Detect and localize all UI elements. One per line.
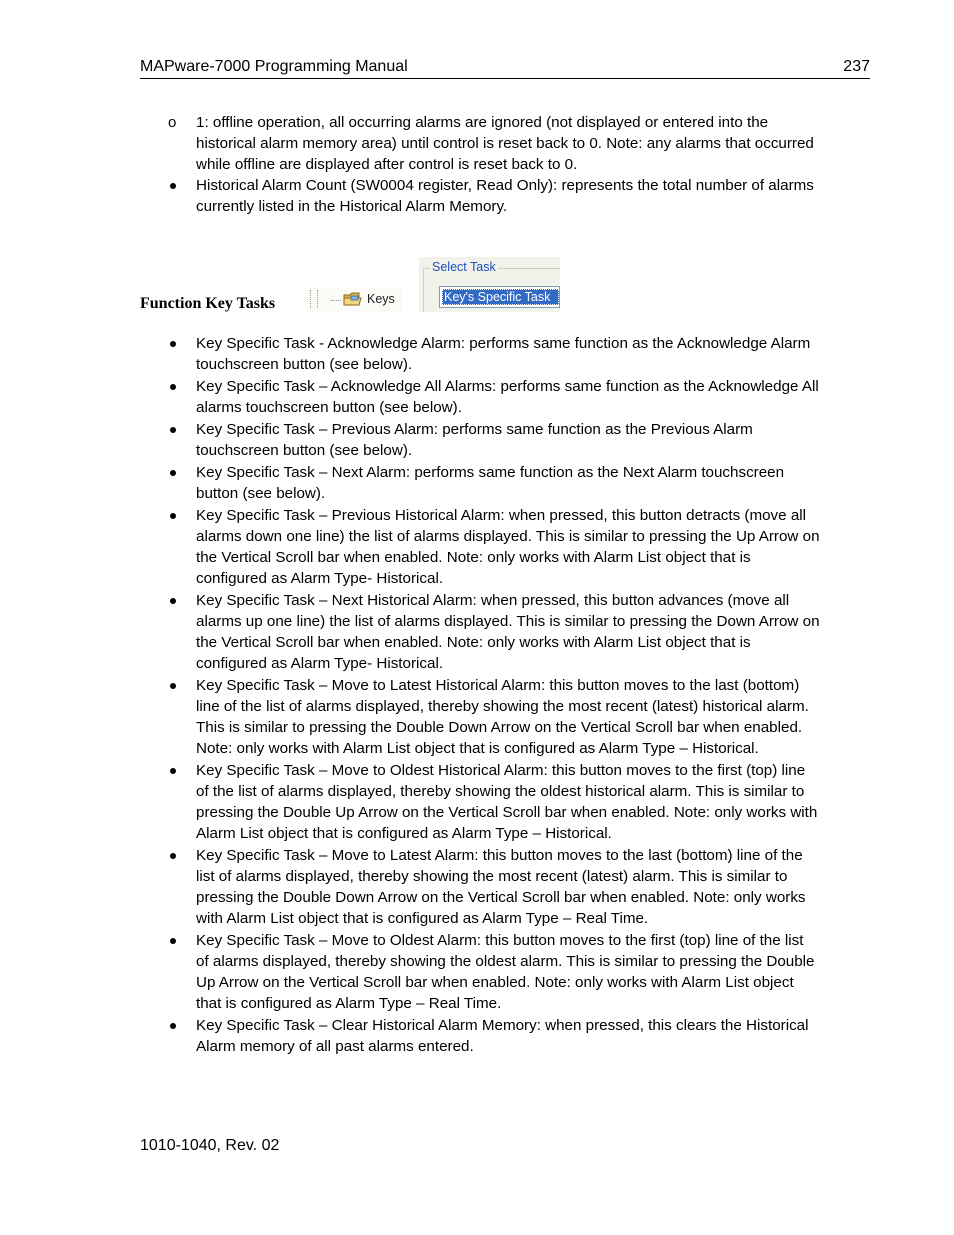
task-select-dropdown[interactable] — [439, 286, 560, 308]
bullet-dot-icon — [170, 1023, 176, 1029]
bullet-dot-icon — [170, 683, 176, 689]
list-item — [140, 419, 820, 461]
manual-title: MAPware-7000 Programming Manual — [140, 58, 408, 75]
function-key-task-list — [140, 333, 820, 1058]
sub-list-item — [140, 112, 818, 175]
tree-guide-line — [310, 290, 311, 308]
bullet-text: Key Specific Task – Previous Alarm: performs same function as the Previous Alarm touchscreen button (see below). — [196, 421, 753, 459]
bullet-dot-icon — [170, 427, 176, 433]
page-header — [140, 56, 870, 79]
select-task-group — [419, 257, 560, 312]
sub-item-text: 1: offline operation, all occurring alarms are ignored (not displayed or entered into the historical alarm memory area) until control is reset back to 0. Note: any alarms that occurred while offline are displayed after control is reset back to 0. — [196, 114, 814, 173]
list-item — [140, 505, 820, 589]
list-item — [140, 376, 820, 418]
bullet-text: Historical Alarm Count (SW0004 register, Read Only): represents the total number of alarms currently listed in the Historical Alarm Memory. — [196, 177, 814, 215]
bullet-text: Key Specific Task – Next Historical Alarm: when pressed, this button advances (move all alarms up one line) the list of alarms displayed. This is similar to pressing the Down Arrow on the Vertical Scroll bar when enabled. Note: only works with Alarm List object that is configured as Alarm Type- Historical. — [196, 592, 820, 672]
list-item — [140, 930, 820, 1014]
offline-sub-list — [168, 112, 818, 175]
bullet-dot-icon — [170, 938, 176, 944]
page-number: 237 — [843, 58, 870, 75]
bullet-text: Key Specific Task - Acknowledge Alarm: performs same function as the Acknowledge Alarm touchscreen button (see below). — [196, 335, 811, 373]
tree-guide-line — [317, 290, 318, 308]
tree-branch-line — [331, 300, 341, 301]
keys-tree-node[interactable] — [307, 287, 402, 313]
bullet-dot-icon — [170, 341, 176, 347]
bullet-dot-icon — [170, 598, 176, 604]
list-item — [140, 175, 820, 217]
circle-bullet-marker: o — [168, 114, 177, 131]
bullet-text: Key Specific Task – Move to Oldest Alarm: this button moves to the first (top) line of the list of alarms displayed, thereby showing the oldest alarm. This is similar to pressing the Double Up Arrow on the Vertical Scroll bar when enabled. Note: only works with Alarm List object that is configured as Alarm Type – Real Time. — [196, 932, 815, 1012]
list-item — [140, 675, 820, 759]
bullet-text: Key Specific Task – Acknowledge All Alarms: performs same function as the Acknowledge All alarms touchscreen button (see below). — [196, 378, 819, 416]
section-heading: Function Key Tasks — [140, 295, 276, 312]
bullet-text: Key Specific Task – Move to Latest Historical Alarm: this button moves to the last (bottom) line of the list of alarms displayed, thereby showing the most recent (latest) historical alarm. This is similar to pressing the Double Down Arrow on the Vertical Scroll bar when enabled. Note: only works with Alarm List object that is configured as Alarm Type – Historical. — [196, 677, 809, 757]
bullet-dot-icon — [170, 513, 176, 519]
bullet-dot-icon — [170, 384, 176, 390]
bullet-text: Key Specific Task – Previous Historical Alarm: when pressed, this button detracts (move all alarms down one line) the list of alarms displayed. This is similar to pressing the Up Arrow on the Vertical Scroll bar when enabled. Note: only works with Alarm List object that is configured as Alarm Type- Historical. — [196, 507, 820, 587]
list-item — [140, 462, 820, 504]
list-item — [140, 1015, 820, 1057]
list-item — [140, 333, 820, 375]
bullet-text: Key Specific Task – Move to Oldest Historical Alarm: this button moves to the first (top) line of the list of alarms displayed, thereby showing the oldest historical alarm. This is similar to pressing the Double Up Arrow on the Vertical Scroll bar when enabled. Note: only works with Alarm List object that is configured as Alarm Type – Historical. — [196, 762, 818, 842]
page-footer: 1010-1040, Rev. 02 — [140, 1137, 280, 1154]
bullet-dot-icon — [170, 470, 176, 476]
bullet-dot-icon — [170, 183, 176, 189]
list-item — [140, 845, 820, 929]
alarm-count-list — [140, 175, 820, 218]
folder-icon — [342, 290, 364, 308]
bullet-dot-icon — [170, 853, 176, 859]
bullet-dot-icon — [170, 768, 176, 774]
bullet-text: Key Specific Task – Move to Latest Alarm: this button moves to the last (bottom) line of the list of alarms displayed, thereby showing the most recent (latest) alarm. This is similar to pressing the Double Down Arrow on the Vertical Scroll bar when enabled. Note: only works with Alarm List object that is configured as Alarm Type – Real Time. — [196, 847, 806, 927]
keys-node-label: Keys — [367, 292, 395, 306]
bullet-text: Key Specific Task – Next Alarm: performs same function as the Next Alarm touchscreen button (see below). — [196, 464, 785, 502]
list-item — [140, 760, 820, 844]
bullet-text: Key Specific Task – Clear Historical Alarm Memory: when pressed, this clears the Historical Alarm memory of all past alarms entered. — [196, 1017, 809, 1055]
list-item — [140, 590, 820, 674]
select-task-legend: Select Task — [432, 260, 496, 274]
task-selected-value: Key's Specific Task — [442, 289, 559, 305]
